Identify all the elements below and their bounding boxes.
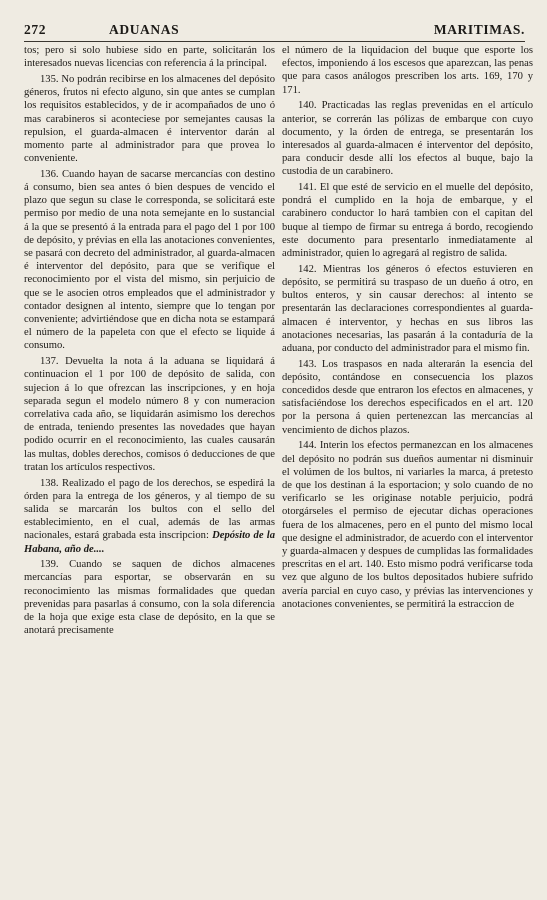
page-header: [24, 22, 525, 40]
seal-inscription: Depósito de la Habana, año de....: [24, 530, 275, 555]
running-title-left: ADUANAS: [109, 22, 180, 37]
article-143: 143. Los traspasos en nada alterarán la esencia del depósito, contándose en consecuencia los plazos concedidos desde que entraron los efectos en almacenes, y satisfaciéndose los derechos especificados en el art. 120 por la persona á quien pertenezcan las mercancías al vencimiento de dichos plazos.: [282, 358, 533, 436]
article-139-continuation: el número de la liquidacion del buque que esporte los efectos, imponiendo á los escesos que aparezcan, las penas que para casos análogos prescriben los arts. 169, 170 y 171.: [282, 45, 533, 96]
article-138-text: 138. Realizado el pago de los derechos, se espedirá la órden para la entrega de los géneros, y al tiempo de su salida se marcarán los bultos con el sello del establecimiento, en el cual, además de las armas nacionales, estará grabada esta inscripcion:: [24, 477, 275, 542]
article-140: 140. Practicadas las reglas prevenidas en el artículo anterior, se correrán las pólizas de embarque con cuyo documento, y la órden de entrega, se presentarán los interesados al guarda-almacen é interventor del depósito, para conducir desde allí los efectos al buque, bajo la custodia de un carabinero.: [282, 100, 533, 178]
article-139: 139. Cuando se saquen de dichos almacenes mercancías para esportar, se observarán en su reconocimiento las mismas formalidades que quedan prevenidas para pasarlas á consumo, con la sola diferencia de la hoja que exige esta clase de depósito, en la que se anotará precisamente: [24, 559, 275, 637]
article-144: 144. Interin los efectos permanezcan en los almacenes del depósito no podrán sus dueños aumentar ni disminuir el volúmen de los bultos, ni variarles la marca, á pretesto de que los destinan á la esportacion; y solo cuando de no verificarlo se les originase notable perjuicio, podrá otorgárseles el permiso de ejecutar dichas operaciones fuera de los almacenes, pero en el punto del mismo local que designe el administrador, de acuerdo con el interventor y guarda-almacen y despues de cumplidas las formalidades prescritas en el art. 140. Esto mismo podrá verificarse toda vez que alguno de los bultos depositados hubiere sufrido avería parcial en cuyo caso, y prévias las intervenciones y anotaciones convenientes, se permitirá la estraccion de: [282, 440, 533, 610]
article-138: [24, 477, 275, 556]
running-title-right: MARITIMAS.: [433, 22, 525, 37]
article-136: 136. Cuando hayan de sacarse mercancías con destino á consumo, bien sea antes ó bien despues de vencido el plazo que segun su clase le corresponda, se solicitará este permiso por medio de una nota semejante en lo sustancial á la que se presentó á la entrada para el pago del 1 por 100 de depósito, y prévias en ella las anotaciones convenientes, se pasará con decreto del administrador, al guarda-almacen é interventor del depósito, para que se verifique el reconocimiento por el vista del mismo, sin perjuicio de que se le asocien otros empleados que el administrador y contador designen al intento, siempre que lo tengan por conveniente; advirtiéndose que en dicha nota se estampará el número de la papeleta con que el efecto se liquide á consumo.: [24, 168, 275, 352]
header-rule: [24, 41, 525, 42]
left-column: [24, 44, 275, 637]
article-135: 135. No podrán recibirse en los almacenes del depósito géneros, frutos ni efecto alguno, sin que antes se cumplan los requisitos establecidos, y de ir acompañados de uno ó mas carabineros si aconteciese por semejantes causas la repulsion, el guarda-almacen é interventor darán al momento parte al administrador para que provea lo conveniente.: [24, 73, 275, 165]
paragraph-continuation: tos; pero si solo hubiese sido en parte, solicitarán los interesados nuevas licencias con referencia á la principal.: [24, 45, 275, 70]
page-number: 272: [24, 22, 47, 37]
right-column: [282, 44, 533, 611]
article-141: 141. El que esté de servicio en el muelle del depósito, pondrá el cumplido en la hoja de embarque, y el carabinero conductor lo hará tambien con el capitan del buque al tiempo de firmar su entrega á bordo, recogiendo este documento para presentarlo inmediatamente al administrador, quien lo agregará al registro de salida.: [282, 182, 533, 260]
article-142: 142. Mientras los géneros ó efectos estuvieren en depósito, se permitirá su traspaso de un dueño á otro, en bultos enteros, y sin causar derechos: al intento se presentarán las declaraciones correspondientes al guarda-almacen é interventor, y hechas en sus libros las anotaciones necesarias, las pasarán á la contaduría de la aduana, por conducto del administrador para el mismo fin.: [282, 263, 533, 354]
article-137: 137. Devuelta la nota á la aduana se liquidará á continuacion el 1 por 100 de depósito de salida, con sujecion á lo que ofrezcan las inscripciones, y en hoja separada segun el modelo número 8 y con numeracion correlativa cada año, se liquidarán asimismo los derechos de entrada, teniendo presentes las novedades que hayan podido ocurrir en el reconocimiento, las cuales causarán las multas, dobles derechos, comisos ó deducciones de que tratan los artículos respectivos.: [24, 356, 275, 473]
